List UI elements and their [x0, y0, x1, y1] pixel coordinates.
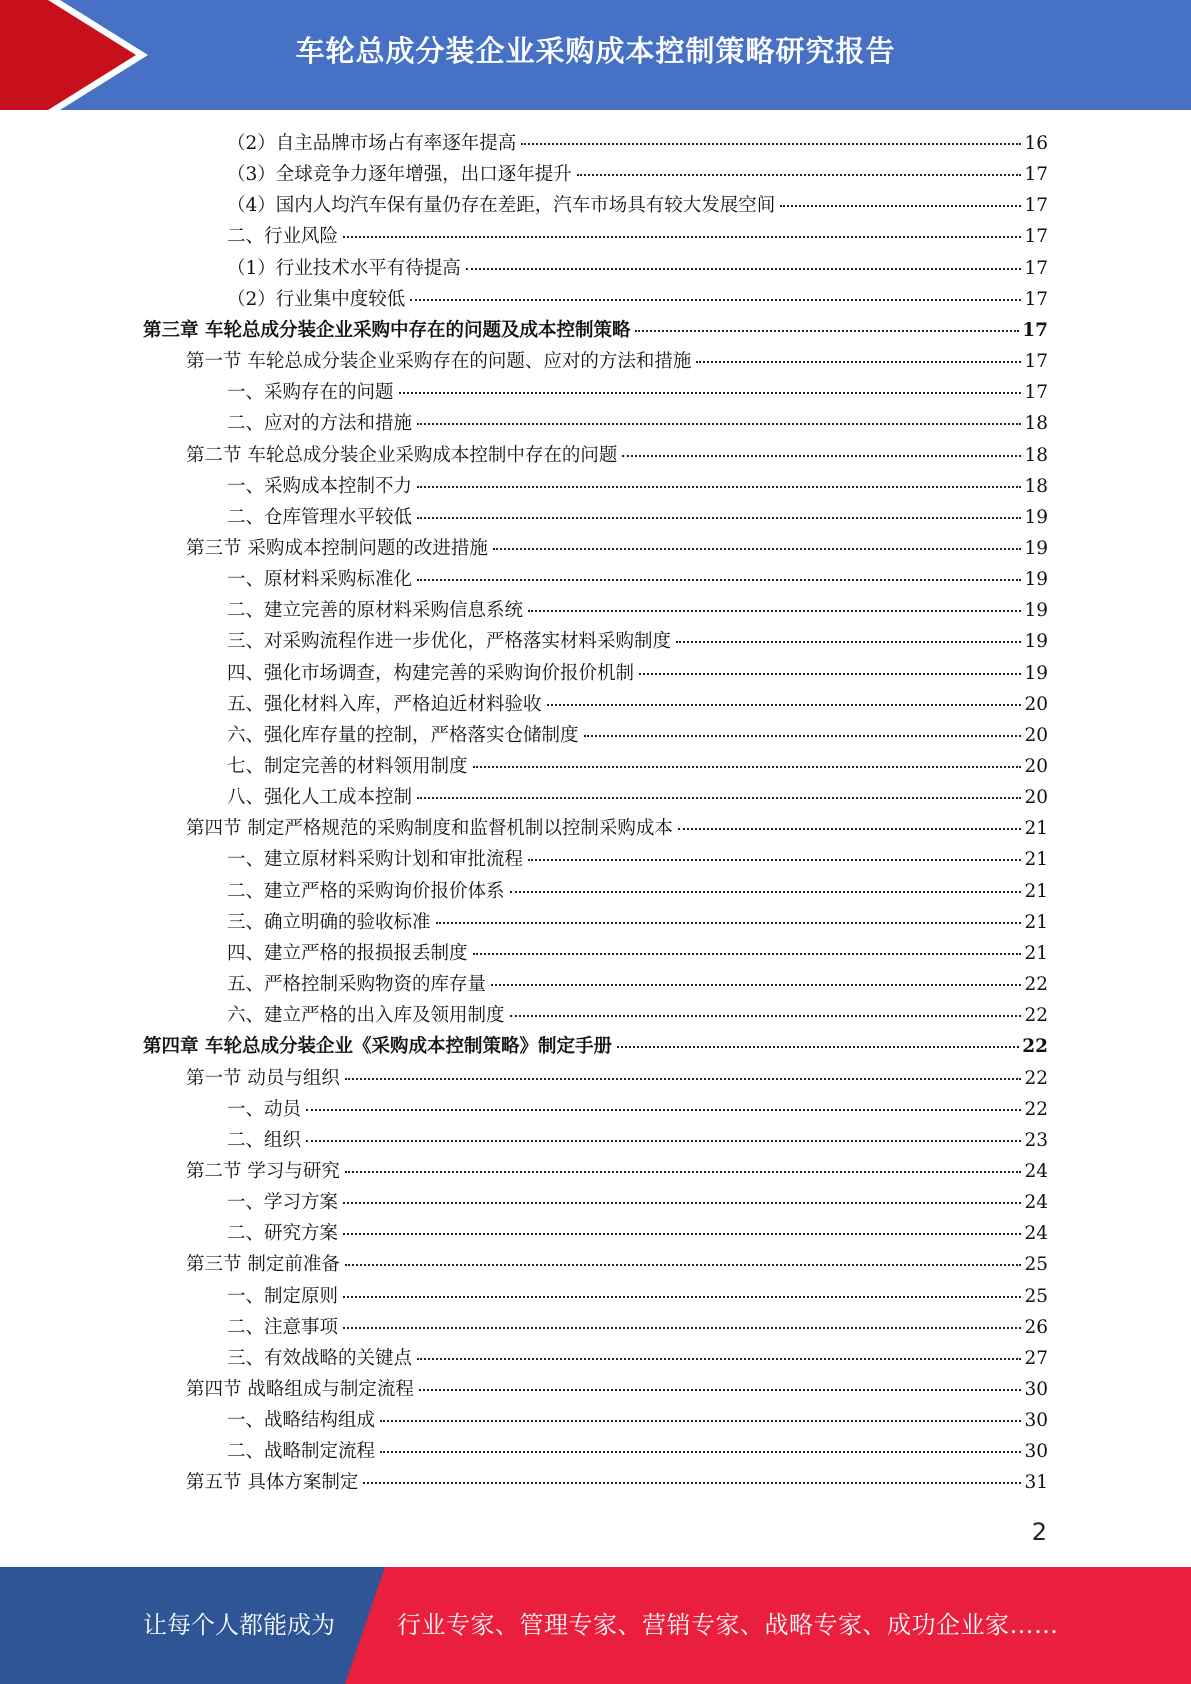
toc-entry-page: 19: [1024, 537, 1048, 559]
toc-entry-section[interactable]: [186, 1157, 1048, 1188]
toc-entry-sub[interactable]: [227, 409, 1048, 440]
toc-entry-sub[interactable]: [227, 596, 1048, 627]
toc-leader-dots: [380, 1451, 1021, 1453]
toc-entry-page: 22: [1024, 1098, 1048, 1120]
toc-entry-sub[interactable]: [227, 1126, 1048, 1157]
toc-entry-section[interactable]: [186, 441, 1048, 472]
toc-entry-page: 22: [1024, 974, 1048, 996]
toc-entry-page: 20: [1024, 724, 1048, 746]
toc-entry-sub[interactable]: [227, 627, 1048, 658]
toc-entry-page: 19: [1024, 631, 1048, 653]
toc-leader-dots: [521, 143, 1021, 145]
toc-entry-page: 17: [1024, 351, 1048, 373]
toc-leader-dots: [419, 1389, 1022, 1391]
toc-entry-page: 22: [1024, 1067, 1048, 1089]
page-header: [0, 0, 1191, 110]
toc-entry-page: 20: [1024, 693, 1048, 715]
toc-entry-title: 一、采购成本控制不力: [227, 475, 413, 497]
toc-leader-dots: [473, 766, 1022, 768]
toc-entry-sub[interactable]: [227, 1001, 1048, 1032]
toc-entry-page: 17: [1022, 319, 1048, 341]
toc-entry-title: （3）全球竞争力逐年增强，出口逐年提升: [227, 164, 572, 186]
toc-entry-title: 三、对采购流程作进一步优化，严格落实材料采购制度: [227, 631, 672, 653]
toc-entry-page: 17: [1024, 164, 1048, 186]
toc-entry-item[interactable]: [227, 285, 1048, 316]
toc-leader-dots: [584, 735, 1022, 737]
toc-entry-section[interactable]: [186, 1375, 1048, 1406]
toc-leader-dots: [510, 891, 1022, 893]
toc-leader-dots: [635, 330, 1019, 332]
toc-entry-page: 24: [1024, 1192, 1048, 1214]
toc-entry-chapter[interactable]: [143, 316, 1048, 347]
toc-entry-page: 21: [1024, 880, 1048, 902]
toc-entry-title: 一、制定原则: [227, 1285, 339, 1307]
toc-entry-title: 二、应对的方法和措施: [227, 413, 413, 435]
toc-entry-title: 第二节 学习与研究: [186, 1160, 340, 1182]
toc-leader-dots: [436, 922, 1022, 924]
toc-entry-sub[interactable]: [227, 721, 1048, 752]
toc-leader-dots: [617, 1046, 1019, 1048]
toc-entry-title: 二、建立严格的采购询价报价体系: [227, 880, 505, 902]
toc-entry-title: 七、制定完善的材料领用制度: [227, 756, 468, 777]
toc-leader-dots: [510, 1015, 1022, 1017]
toc-entry-sub[interactable]: [227, 1437, 1048, 1468]
toc-entry-title: （4）国内人均汽车保有量仍存在差距，汽车市场具有较大发展空间: [227, 195, 776, 217]
toc-entry-title: 六、强化库存量的控制，严格落实仓储制度: [227, 724, 579, 746]
document-title: 车轮总成分装企业采购成本控制策略研究报告: [295, 34, 896, 68]
toc-entry-title: 二、注意事项: [227, 1316, 339, 1338]
toc-entry-page: 22: [1024, 1005, 1048, 1027]
toc-entry-title: 第三章 车轮总成分装企业采购中存在的问题及成本控制策略: [143, 319, 631, 341]
page-number: 2: [1031, 1518, 1047, 1546]
toc-entry-sub[interactable]: [227, 659, 1048, 690]
toc-entry-section[interactable]: [186, 534, 1048, 565]
toc-entry-title: 第一节 动员与组织: [186, 1067, 340, 1089]
toc-leader-dots: [491, 984, 1021, 986]
toc-leader-dots: [466, 268, 1022, 270]
toc-entry-sub[interactable]: [227, 1188, 1048, 1219]
toc-entry-page: 16: [1024, 133, 1048, 154]
toc-entry-section[interactable]: [186, 1250, 1048, 1281]
toc-entry-sub[interactable]: [227, 752, 1048, 783]
toc-entry-item[interactable]: [227, 191, 1048, 222]
toc-entry-section[interactable]: [186, 1064, 1048, 1095]
toc-entry-title: 第五节 具体方案制定: [186, 1472, 359, 1494]
toc-leader-dots: [417, 517, 1021, 519]
toc-entry-title: 二、研究方案: [227, 1223, 339, 1245]
toc-entry-title: 一、采购存在的问题: [227, 382, 394, 404]
toc-entry-sub[interactable]: [227, 939, 1048, 970]
toc-entry-page: 19: [1024, 569, 1048, 591]
toc-entry-page: 22: [1022, 1036, 1048, 1058]
toc-leader-dots: [528, 610, 1021, 612]
toc-leader-dots: [417, 797, 1021, 799]
toc-leader-dots: [696, 361, 1021, 363]
toc-entry-sub[interactable]: [227, 877, 1048, 908]
toc-entry-page: 20: [1024, 787, 1048, 809]
toc-entry-section[interactable]: [186, 1468, 1048, 1499]
toc-leader-dots: [399, 392, 1022, 394]
toc-leader-dots: [417, 486, 1021, 488]
toc-entry-page: 17: [1024, 226, 1048, 248]
toc-leader-dots: [345, 1078, 1022, 1080]
toc-leader-dots: [343, 1296, 1021, 1298]
toc-entry-page: 17: [1024, 195, 1048, 217]
toc-entry-page: 19: [1024, 662, 1048, 684]
toc-entry-title: 第二节 车轮总成分装企业采购成本控制中存在的问题: [186, 444, 618, 466]
toc-entry-sub[interactable]: [227, 1313, 1048, 1344]
toc-leader-dots: [343, 1327, 1021, 1329]
toc-entry-page: 18: [1024, 475, 1048, 497]
toc-leader-dots: [577, 174, 1022, 176]
toc-entry-page: 31: [1024, 1472, 1048, 1494]
toc-entry-title: 一、动员: [227, 1098, 302, 1120]
toc-entry-title: 四、强化市场调查，构建完善的采购询价报价机制: [227, 662, 635, 684]
toc-leader-dots: [547, 704, 1022, 706]
toc-entry-sub[interactable]: [227, 690, 1048, 721]
toc-leader-dots: [345, 1264, 1022, 1266]
toc-entry-title: 一、战略结构组成: [227, 1410, 376, 1432]
toc-leader-dots: [410, 299, 1021, 301]
toc-entry-sub[interactable]: [227, 1344, 1048, 1375]
toc-leader-dots: [528, 859, 1021, 861]
toc-entry-sub[interactable]: [227, 908, 1048, 939]
toc-entry-page: 18: [1024, 413, 1048, 435]
toc-leader-dots: [473, 953, 1022, 955]
toc-entry-page: 21: [1024, 911, 1048, 933]
toc-entry-page: 24: [1024, 1160, 1048, 1182]
footer-slogan-left: 让每个人都能成为: [143, 1611, 335, 1639]
toc-entry-page: 30: [1024, 1441, 1048, 1463]
toc-entry-title: 二、建立完善的原材料采购信息系统: [227, 600, 524, 622]
toc-entry-sub[interactable]: [227, 1406, 1048, 1437]
toc-entry-title: 四、建立严格的报损报丢制度: [227, 942, 468, 964]
toc-entry-title: 第三节 制定前准备: [186, 1254, 340, 1276]
toc-leader-dots: [622, 455, 1021, 457]
toc-entry-page: 17: [1024, 382, 1048, 404]
toc-entry-title: 八、强化人工成本控制: [227, 787, 413, 809]
toc-entry-title: 五、严格控制采购物资的库存量: [227, 974, 487, 996]
toc-entry-title: 一、原材料采购标准化: [227, 569, 413, 591]
toc-leader-dots: [306, 1140, 1021, 1142]
toc-entry-title: 第三节 采购成本控制问题的改进措施: [186, 537, 488, 559]
toc-entry-sub[interactable]: [227, 970, 1048, 1001]
toc-entry-title: 二、行业风险: [227, 226, 339, 248]
toc-leader-dots: [417, 579, 1021, 581]
toc-entry-sub[interactable]: [227, 472, 1048, 503]
toc-entry-title: 三、确立明确的验收标准: [227, 911, 431, 933]
toc-entry-title: 第四章 车轮总成分装企业《采购成本控制策略》制定手册: [143, 1036, 612, 1058]
toc-entry-page: 30: [1024, 1379, 1048, 1400]
toc-entry-page: 19: [1024, 506, 1048, 528]
toc-leader-dots: [676, 641, 1021, 643]
toc-entry-title: 第四节 制定严格规范的采购制度和监督机制以控制采购成本: [186, 818, 673, 840]
toc-entry-page: 19: [1024, 600, 1048, 622]
toc-entry-title: 二、战略制定流程: [227, 1441, 376, 1463]
toc-entry-page: 21: [1024, 818, 1048, 840]
toc-entry-page: 17: [1024, 257, 1048, 279]
toc-entry-sub[interactable]: [227, 1219, 1048, 1250]
toc-entry-title: 第一节 车轮总成分装企业采购存在的问题、应对的方法和措施: [186, 351, 692, 373]
toc-entry-page: 26: [1024, 1316, 1048, 1338]
toc-leader-dots: [343, 1202, 1021, 1204]
toc-entry-section[interactable]: [186, 814, 1048, 845]
toc-leader-dots: [417, 423, 1021, 425]
toc-leader-dots: [306, 1109, 1021, 1111]
toc-entry-page: 27: [1024, 1347, 1048, 1369]
toc-entry-title: （2）自主品牌市场占有率逐年提高: [227, 133, 517, 154]
page-footer: [0, 1567, 1191, 1684]
toc-entry-title: 一、建立原材料采购计划和审批流程: [227, 849, 524, 871]
toc-leader-dots: [345, 1171, 1022, 1173]
toc-entry-section[interactable]: [186, 347, 1048, 378]
toc-entry-page: 24: [1024, 1223, 1048, 1245]
toc-entry-item[interactable]: [227, 129, 1048, 160]
toc-leader-dots: [678, 828, 1022, 830]
toc-entry-page: 18: [1024, 444, 1048, 466]
toc-leader-dots: [780, 205, 1021, 207]
toc-entry-sub[interactable]: [227, 1282, 1048, 1313]
toc-entry-sub[interactable]: [227, 503, 1048, 534]
toc-entry-title: 一、学习方案: [227, 1192, 339, 1214]
toc-entry-page: 25: [1024, 1254, 1048, 1276]
toc-entry-page: 25: [1024, 1285, 1048, 1307]
toc-entry-page: 23: [1024, 1129, 1048, 1151]
toc-entry-title: 第四节 战略组成与制定流程: [186, 1379, 414, 1400]
toc-entry-page: 17: [1024, 288, 1048, 310]
toc-entry-sub[interactable]: [227, 783, 1048, 814]
toc-entry-title: 二、组织: [227, 1129, 302, 1151]
toc-entry-title: 三、有效战略的关键点: [227, 1347, 413, 1369]
toc-entry-title: 二、仓库管理水平较低: [227, 506, 413, 528]
toc-leader-dots: [493, 548, 1022, 550]
toc-entry-title: 六、建立严格的出入库及领用制度: [227, 1005, 505, 1027]
toc-entry-sub[interactable]: [227, 222, 1048, 253]
toc-entry-title: （2）行业集中度较低: [227, 288, 406, 310]
toc-entry-sub[interactable]: [227, 565, 1048, 596]
toc-entry-page: 21: [1024, 942, 1048, 964]
toc-entry-page: 21: [1024, 849, 1048, 871]
toc-entry-sub[interactable]: [227, 1095, 1048, 1126]
toc-leader-dots: [363, 1482, 1021, 1484]
toc-entry-title: 五、强化材料入库，严格迫近材料验收: [227, 693, 542, 715]
toc-entry-chapter[interactable]: [143, 1032, 1048, 1063]
toc-entry-page: 30: [1024, 1410, 1048, 1432]
toc-leader-dots: [380, 1420, 1021, 1422]
toc-entry-item[interactable]: [227, 254, 1048, 285]
toc-entry-sub[interactable]: [227, 378, 1048, 409]
footer-slogan-right: 行业专家、管理专家、营销专家、战略专家、成功企业家……: [397, 1611, 1059, 1639]
toc-leader-dots: [639, 673, 1021, 675]
toc-leader-dots: [343, 236, 1021, 238]
toc-leader-dots: [343, 1233, 1021, 1235]
toc-entry-page: 20: [1024, 756, 1048, 777]
toc-leader-dots: [417, 1358, 1021, 1360]
toc-entry-sub[interactable]: [227, 845, 1048, 876]
toc-entry-title: （1）行业技术水平有待提高: [227, 257, 461, 279]
toc-entry-item[interactable]: [227, 160, 1048, 191]
